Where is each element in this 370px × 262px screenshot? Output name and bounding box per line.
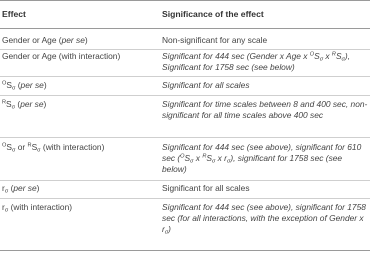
row-divider bbox=[0, 95, 370, 96]
row-divider bbox=[0, 137, 370, 138]
effect-cell: $^OS_\sigma$ (per se) bbox=[2, 80, 47, 92]
significance-cell: Significant for 444 sec (see above), significant for 610 $\sec (^OS_\sigma$ x $^RS_\sigma$ x $r_\sigma$), significant for 1758 sec (see below) bbox=[162, 142, 362, 174]
effect-cell: $^OS_\sigma$ or $^RS_\sigma$ (with interaction) bbox=[2, 142, 105, 154]
significance-cell: Significant for 444 sec (see above), significant for 1758 sec (for all interactions, with the exception of Gender x $r_\sigma$) bbox=[162, 202, 366, 236]
row-divider bbox=[0, 198, 370, 199]
row-divider bbox=[0, 49, 370, 50]
row-divider bbox=[0, 180, 370, 181]
row-divider bbox=[0, 76, 370, 77]
significance-cell: Significant for all scales bbox=[162, 80, 250, 90]
table-top-rule bbox=[0, 0, 370, 1]
header-bottom-rule bbox=[0, 28, 370, 29]
effect-cell: Gender or Age (per se) bbox=[2, 35, 88, 45]
significance-cell: Non-significant for any scale bbox=[162, 35, 268, 45]
effect-cell: $r_\sigma$ (per se) bbox=[2, 183, 40, 195]
effect-cell: Gender or Age (with interaction) bbox=[2, 51, 121, 61]
significance-cell: Significant for 444 sec (Gender x Age x $^OS_\sigma$ x $^RS_\sigma$), Significant for 1758 sec (see below) bbox=[162, 51, 351, 72]
header-significance: Significance of the effect bbox=[162, 9, 264, 19]
significance-cell: Significant for all scales bbox=[162, 183, 250, 193]
significance-cell: Significant for time scales between 8 and 400 sec, non-significant for all time scales above 400 sec bbox=[162, 99, 368, 120]
effect-cell: $r_\sigma$ (with interaction) bbox=[2, 202, 73, 214]
header-effect: Effect bbox=[2, 9, 26, 19]
table-bottom-rule bbox=[0, 250, 370, 251]
effect-cell: $^RS_\sigma$ (per se) bbox=[2, 99, 47, 111]
